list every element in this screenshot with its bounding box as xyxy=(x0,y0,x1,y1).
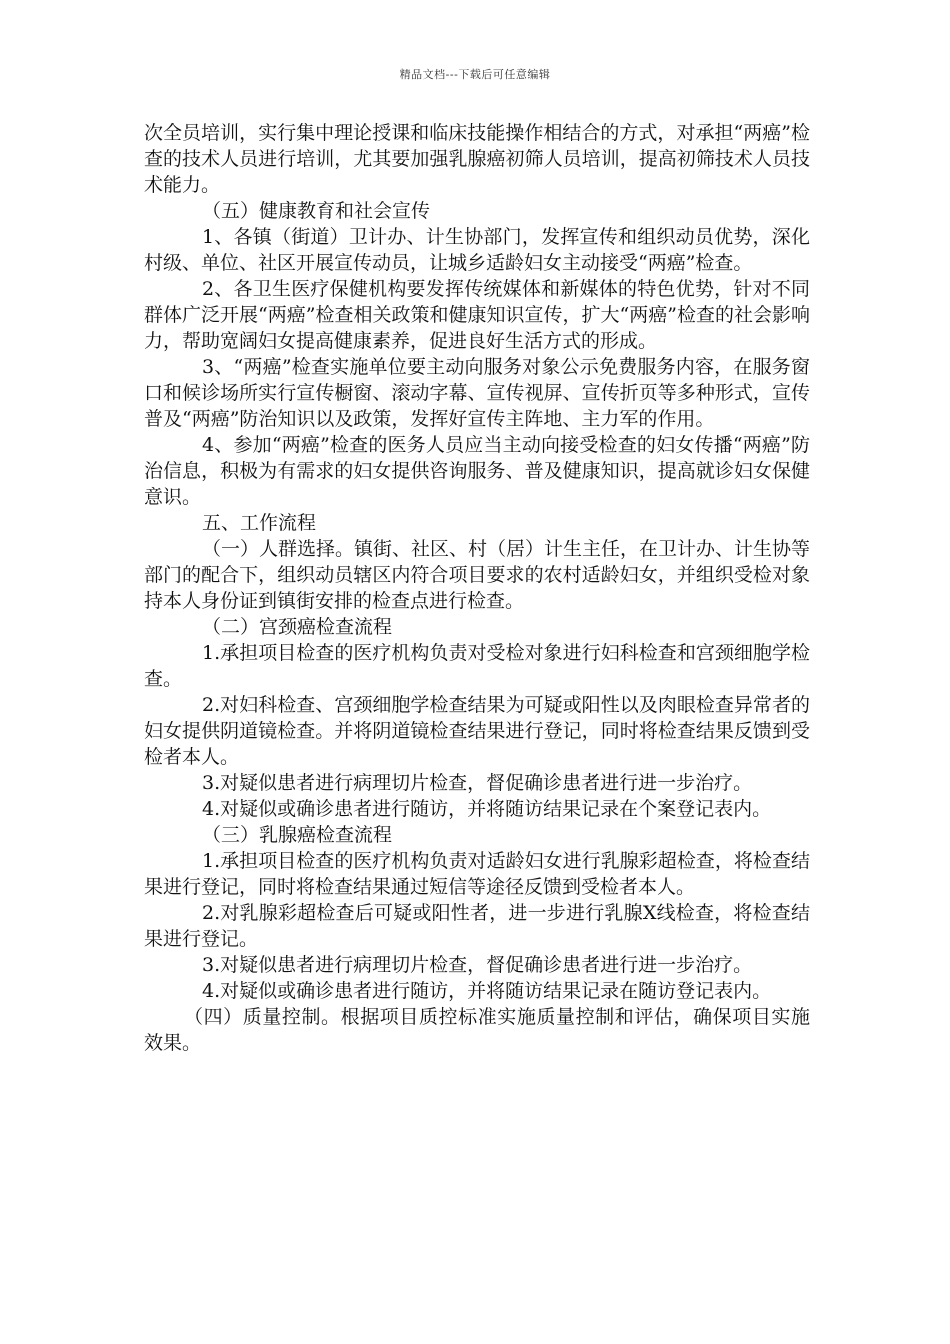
section-heading: 五、工作流程 xyxy=(202,512,317,534)
paragraph: 4、参加“两癌”检查的医务人员应当主动向接受检查的妇女传播“两癌”防治信息，积极为有需求的妇女提供咨询服务、普及健康知识，提高就诊妇女保健意识。 xyxy=(144,434,810,508)
section-heading: （五）健康教育和社会宣传 xyxy=(202,200,431,222)
paragraph: 4.对疑似或确诊患者进行随访，并将随访结果记录在个案登记表内。 xyxy=(202,798,772,820)
paragraph: （一）人群选择。镇街、社区、村（居）计生主任，在卫计办、计生协等部门的配合下，组织动员辖区内符合项目要求的农村适龄妇女，并组织受检对象持本人身份证到镇街安排的检查点进行检查。 xyxy=(144,538,811,612)
paragraph: 2.对妇科检查、宫颈细胞学检查结果为可疑或阳性以及肉眼检查异常者的妇女提供阴道镜检查。并将阴道镜检查结果进行登记，同时将检查结果反馈到受检者本人。 xyxy=(144,694,810,768)
paragraph: （四）质量控制。根据项目质控标准实施质量控制和评估，确保项目实施效果。 xyxy=(144,1006,810,1054)
paragraph: 2.对乳腺彩超检查后可疑或阳性者，进一步进行乳腺X线检查，将检查结果进行登记。 xyxy=(144,902,810,950)
paragraph: 1.承担项目检查的医疗机构负责对适龄妇女进行乳腺彩超检查，将检查结果进行登记，同时将检查结果通过短信等途径反馈到受检者本人。 xyxy=(144,850,810,898)
section-heading: （三）乳腺癌检查流程 xyxy=(202,824,393,846)
paragraph: 次全员培训，实行集中理论授课和临床技能操作相结合的方式，对承担“两癌”检查的技术人员进行培训，尤其要加强乳腺癌初筛人员培训，提高初筛技术人员技术能力。 xyxy=(144,122,810,196)
paragraph: 4.对疑似或确诊患者进行随访，并将随访结果记录在随访登记表内。 xyxy=(202,980,772,1002)
paragraph: 3.对疑似患者进行病理切片检查，督促确诊患者进行进一步治疗。 xyxy=(202,954,753,976)
paragraph: 3.对疑似患者进行病理切片检查，督促确诊患者进行进一步治疗。 xyxy=(202,772,753,794)
document-body xyxy=(144,120,810,1056)
page-header: 精品文档---下载后可任意编辑 xyxy=(399,68,551,81)
paragraph: 1、各镇（街道）卫计办、计生协部门，发挥宣传和组织动员优势，深化村级、单位、社区开展宣传动员，让城乡适龄妇女主动接受“两癌”检查。 xyxy=(144,226,810,274)
paragraph: 3、“两癌”检查实施单位要主动向服务对象公示免费服务内容，在服务窗口和候诊场所实行宣传橱窗、滚动字幕、宣传视屏、宣传折页等多种形式，宣传普及“两癌”防治知识以及政策，发挥好宣传主阵地、主力军的作用。 xyxy=(144,356,810,430)
paragraph: 1.承担项目检查的医疗机构负责对受检对象进行妇科检查和宫颈细胞学检查。 xyxy=(144,642,810,690)
paragraph: 2、各卫生医疗保健机构要发挥传统媒体和新媒体的特色优势，针对不同群体广泛开展“两癌”检查相关政策和健康知识宣传，扩大“两癌”检查的社会影响力，帮助宽阔妇女提高健康素养，促进良好生活方式的形成。 xyxy=(144,278,810,352)
section-heading: （二）宫颈癌检查流程 xyxy=(202,616,393,638)
